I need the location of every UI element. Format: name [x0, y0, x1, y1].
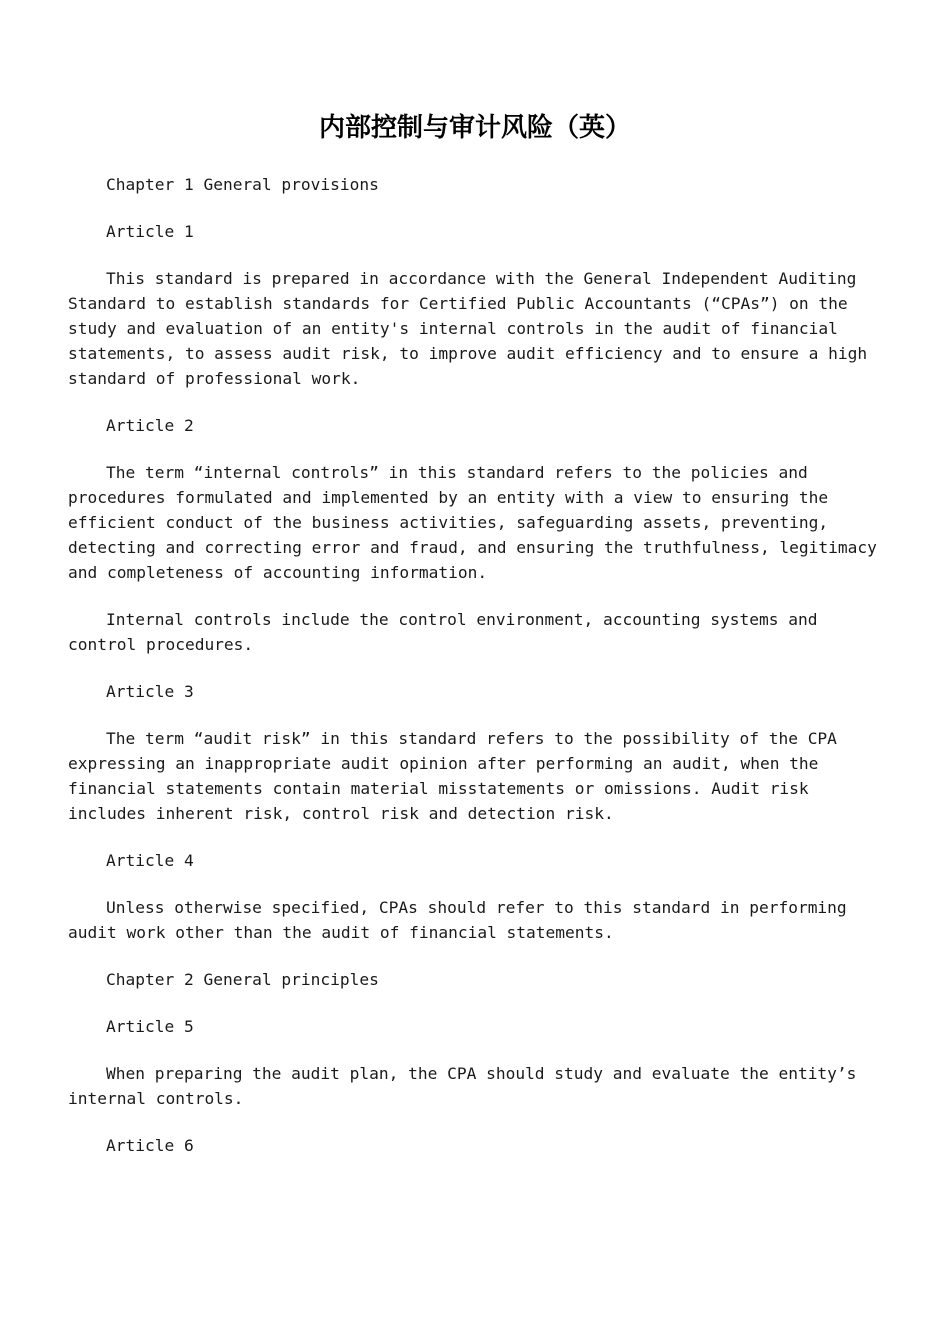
- article-text: The term “audit risk” in this standard refers to the possibility of the CPA expressing an inappropriate audit opinion after performing an audit, when the financial statements contain material misstatements or omissions. Audit risk includes inherent risk, control risk and detection risk.: [68, 729, 837, 823]
- article-heading: Article 6: [106, 1136, 194, 1155]
- document-body: [68, 172, 888, 1180]
- article-text: Internal controls include the control environment, accounting systems and control procedures.: [68, 610, 818, 654]
- article-text: Unless otherwise specified, CPAs should refer to this standard in performing audit work other than the audit of financial statements.: [68, 898, 847, 942]
- article-text: The term “internal controls” in this standard refers to the policies and procedures formulated and implemented by an entity with a view to ensuring the efficient conduct of the business activities, safeguarding assets, preventing, detecting and correcting error and fraud, and ensuring the truthfulness, legitimacy and completeness of accounting information.: [68, 463, 877, 582]
- article-heading: Article 3: [106, 682, 194, 701]
- article-heading: Article 4: [106, 851, 194, 870]
- document-title: 内部控制与审计风险（英）: [318, 113, 631, 143]
- article-heading: Article 2: [106, 416, 194, 435]
- article-text: When preparing the audit plan, the CPA should study and evaluate the entity’s internal controls.: [68, 1064, 857, 1108]
- chapter-heading: Chapter 2 General principles: [106, 970, 379, 989]
- chapter-heading: Chapter 1 General provisions: [106, 175, 379, 194]
- article-heading: Article 5: [106, 1017, 194, 1036]
- article-heading: Article 1: [106, 222, 194, 241]
- article-text: This standard is prepared in accordance with the General Independent Auditing Standard to establish standards for Certified Public Accountants (“CPAs”) on the study and evaluation of an entity's internal controls in the audit of financial statements, to assess audit risk, to improve audit efficiency and to ensure a high standard of professional work.: [68, 269, 868, 388]
